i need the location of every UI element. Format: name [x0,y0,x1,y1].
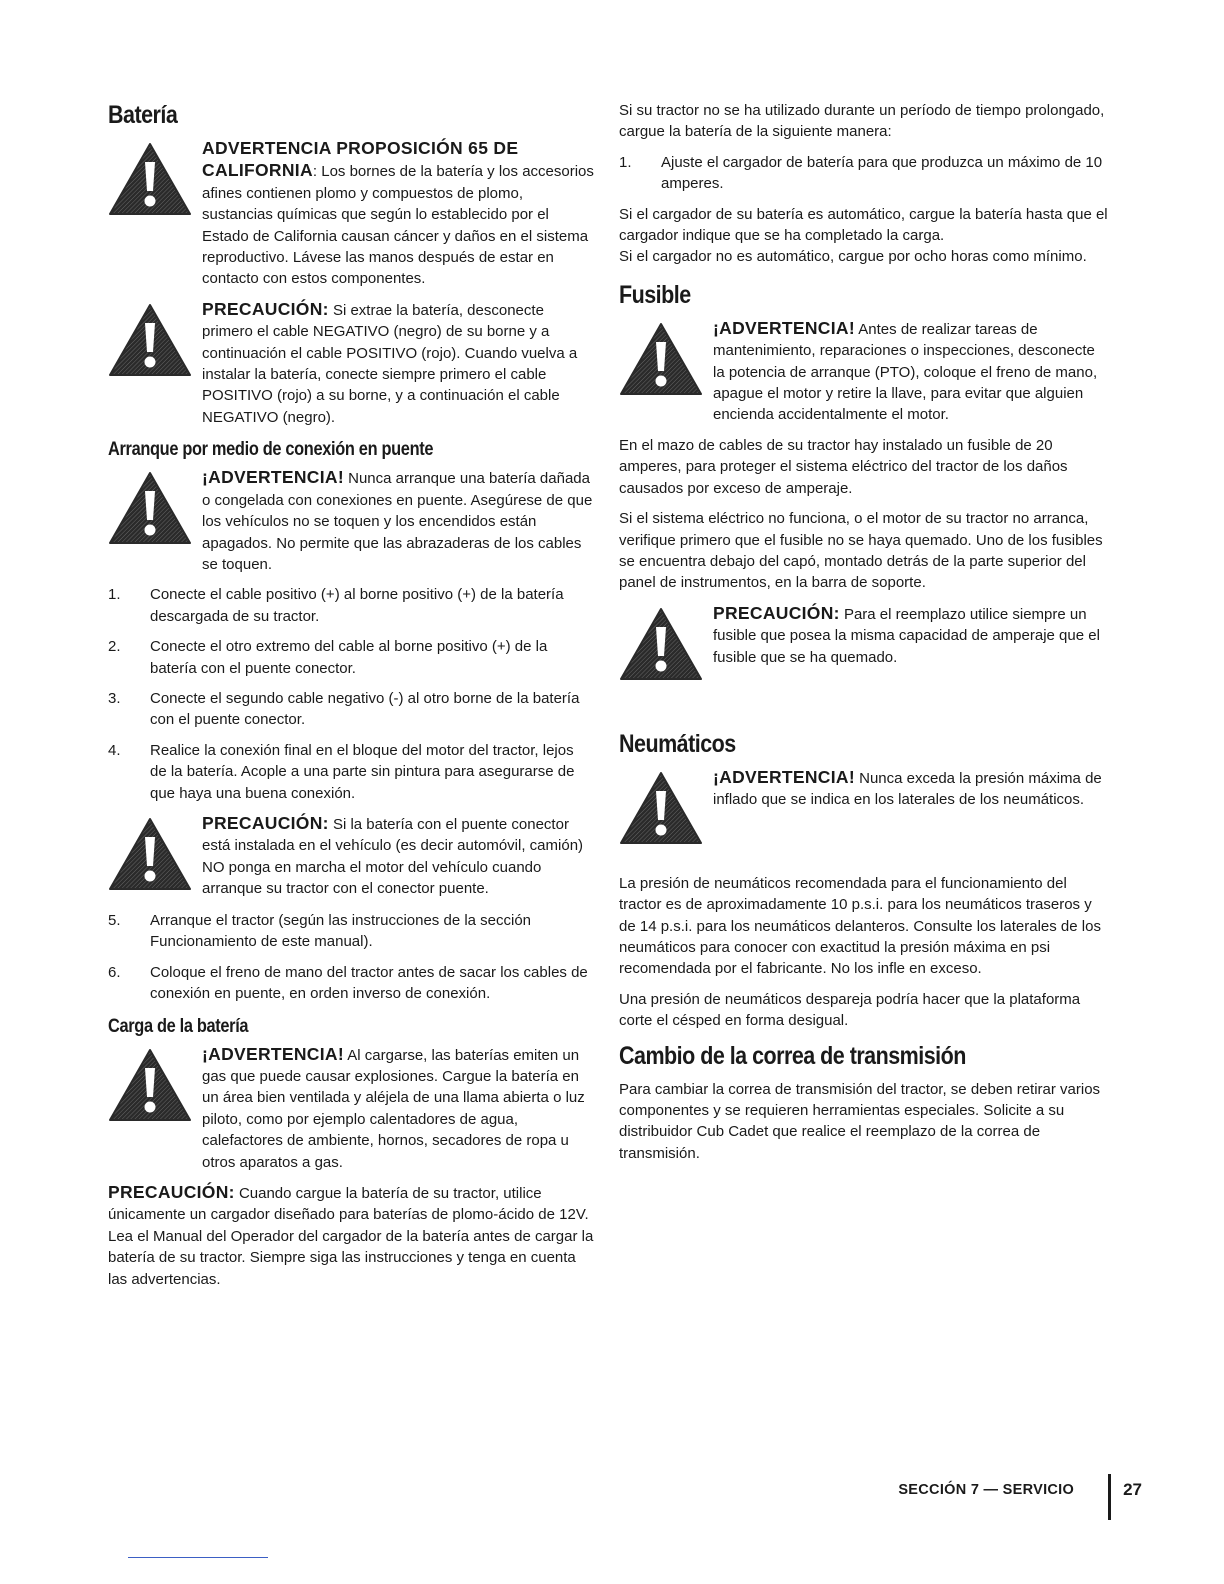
right-column [619,100,1109,1173]
subsection-title-arranque: Arranque por medio de conexión en puente [108,438,434,461]
warning-text: ¡ADVERTENCIA! Antes de realizar tareas de mantenimiento, reparaciones o inspecciones, desconecte la potencia de arranque (PTO), coloque el freno de mano, apague el motor y retire la llave, para evitar que alguien encienda accidentalmente el motor. [713,317,1098,424]
list-item: 6. Coloque el freno de mano del tractor antes de sacar los cables de conexión en puente, en orden inverso de conexión. [108,963,588,1003]
prop65-text: ADVERTENCIA PROPOSICIÓN 65 DE CALIFORNIA: Los bornes de la batería y los accesorios afines contienen plomo y compuestos de plomo, sustancias químicas que según lo establecido por el Estado de California causan cáncer y daños en el sistema reproductivo. Lávese las manos después de estar en contacto con estos componentes. [202,138,594,288]
section-title-bateria: Batería [108,101,178,129]
caution-keyword: PRECAUCIÓN: [202,298,329,319]
manual-charger-paragraph: Si el cargador no es automático, cargue por ocho horas como mínimo. [619,248,1087,266]
warning-triangle-icon [619,322,703,396]
section-title-neumaticos: Neumáticos [619,729,736,758]
left-column [108,100,594,1299]
list-item: 1. Conecte el cable positivo (+) al borne positivo (+) de la batería descargada de su tractor. [108,586,564,625]
auto-charger-paragraph: Si el cargador de su batería es automático, cargue la batería hasta que el cargador indique que se ha completado la carga. [619,205,1108,245]
warning-text: ¡ADVERTENCIA! Al cargarse, las baterías emiten un gas que puede causar explosiones. Cargue la batería en un área bien ventilada y aléjela de una llama abierta o luz piloto, como por ejemplo calentadores de agua, calefactores de ambiente, hornos, secadores de ropa u otros aparatos a gas. [202,1043,585,1171]
warning-triangle-icon [108,1048,192,1122]
page-footer [898,1474,1142,1524]
list-item: 1. Ajuste el cargador de batería para que produzca un máximo de 10 amperes. [619,153,1103,193]
caution-keyword: PRECAUCIÓN: [108,1182,235,1203]
bottom-rule [128,1557,268,1558]
warning-triangle-icon [108,471,192,545]
caution-charger-paragraph: PRECAUCIÓN: Cuando cargue la batería de su tractor, utilice únicamente un cargador diseñado para baterías de plomo-ácido de 12V. Lea el Manual del Operador del cargador de la batería antes de cargar la batería de su tractor. Siempre siga las instrucciones y tenga en cuenta las advertencias. [108,1182,594,1288]
warning-keyword: ADVERTENCIA PROPOSICIÓN 65 DE CALIFORNIA [202,138,519,181]
warning-keyword: ¡ADVERTENCIA! [202,1043,344,1064]
caution-battery-removal [108,299,594,428]
warning-text: ¡ADVERTENCIA! Nunca exceda la presión máxima de inflado que se indica en los laterales de los neumáticos. [713,766,1102,809]
tire-paragraph-2: Una presión de neumáticos despareja podría hacer que la plataforma corte el césped en forma desigual. [619,990,1081,1030]
warning-jump-start [108,467,594,575]
warning-tire-pressure [619,767,1109,847]
fuse-paragraph-2: Si el sistema eléctrico no funciona, o el motor de su tractor no arranca, verifique primero que el fusible no se haya quemado. Uno de los fusibles se encuentra debajo del capó, montado detrás de la parte superior del panel de instrumentos, en la barra de soporte. [619,510,1103,592]
list-item: 4. Realice la conexión final en el bloque del motor del tractor, lejos de la batería. Acople a una parte sin pintura para asegurarse de que haya una buena conexión. [108,741,575,802]
warning-charging-gas [108,1044,594,1173]
caution-keyword: PRECAUCIÓN: [202,812,329,833]
caution-jump-vehicle [108,813,594,901]
subsection-title-carga: Carga de la batería [108,1014,249,1037]
warning-triangle-icon [108,142,192,216]
footer-divider [1108,1474,1111,1520]
caution-text: PRECAUCIÓN: Si la batería con el puente conector está instalada en el vehículo (es decir automóvil, camión) NO ponga en marcha el motor del vehículo cuando arranque su tractor con el conector puente. [202,812,584,898]
footer-section-label: SECCIÓN 7 — SERVICIO [898,1482,1075,1498]
warning-keyword: ¡ADVERTENCIA! [713,766,855,787]
fuse-paragraph-1: En el mazo de cables de su tractor hay instalado un fusible de 20 amperes, para proteger el sistema eléctrico del tractor de los daños causados por exceso de amperaje. [619,436,1068,497]
warning-triangle-icon [619,607,703,681]
caution-fuse-replace [619,603,1109,683]
warning-keyword: ¡ADVERTENCIA! [713,317,855,338]
section-title-fusible: Fusible [619,280,691,309]
tire-paragraph-1: La presión de neumáticos recomendada para el funcionamiento del tractor es de aproximadamente 10 p.s.i. para los neumáticos traseros y de 14 p.s.i. para los neumáticos delanteros. Consulte los laterales de los neumáticos para conocer con exactitud la presión máxima en psi recomendada por el fabricante. No los infle en exceso. [619,874,1101,978]
warning-triangle-icon [619,771,703,845]
warning-text: ¡ADVERTENCIA! Nunca arranque una batería dañada o congelada con conexiones en puente. Asegúrese de que los vehículos no se toquen y los encendidos están apagados. No permite que las abrazaderas de los cables se toquen. [202,467,593,573]
belt-paragraph: Para cambiar la correa de transmisión del tractor, se deben retirar varios componentes y se requieren herramientas especiales. Solicite a su distribuidor Cub Cadet que realice el reemplazo de la correa de transmisión. [619,1080,1101,1162]
warning-maintenance [619,318,1109,426]
caution-text: PRECAUCIÓN: Si extrae la batería, desconecte primero el cable NEGATIVO (negro) de su borne y a continuación el cable POSITIVO (rojo). Cuando vuelva a instalar la batería, conecte siempre primero el cable POSITIVO (rojo) a su borne, y a continuación el cable NEGATIVO (negro). [202,298,578,426]
charging-intro: Si su tractor no se ha utilizado durante un período de tiempo prolongado, cargue la batería de la siguiente manera: [619,102,1105,141]
page-number: 27 [1123,1480,1142,1499]
section-title-correa: Cambio de la correa de transmisión [619,1041,966,1070]
caution-keyword: PRECAUCIÓN: [713,602,840,623]
caution-text: PRECAUCIÓN: Para el reemplazo utilice siempre un fusible que posea la misma capacidad de amperaje que el fusible que se ha quemado. [713,602,1100,666]
list-item: 3. Conecte el segundo cable negativo (-) al otro borne de la batería con el puente conector. [108,689,580,729]
warning-triangle-icon [108,817,192,891]
list-item: 2. Conecte el otro extremo del cable al borne positivo (+) de la batería con el puente conector. [108,638,548,677]
prop65-warning [108,138,594,290]
warning-keyword: ¡ADVERTENCIA! [202,467,344,488]
warning-triangle-icon [108,303,192,377]
list-item: 5. Arranque el tractor (según las instrucciones de la sección Funcionamiento de este manual). [108,911,532,951]
